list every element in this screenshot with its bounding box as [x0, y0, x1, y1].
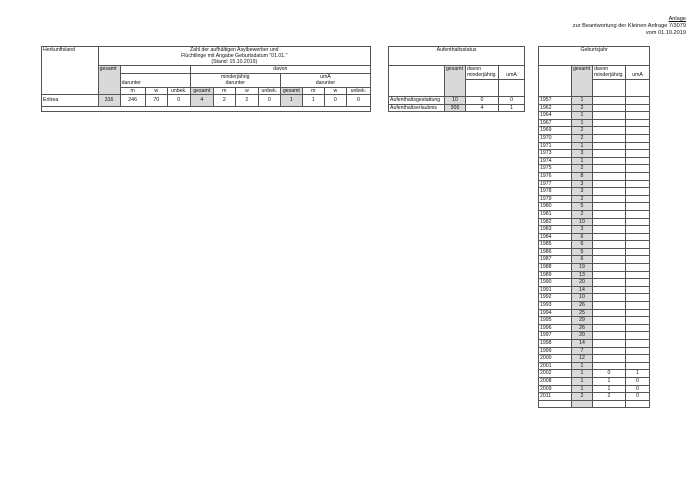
davon-cell: davon minderjährig [593, 66, 626, 80]
table-row: 1988 19 [539, 264, 650, 272]
table-row [539, 400, 650, 408]
birth-year-title: Geburtsjahr [539, 47, 650, 66]
table-row: 1983 3 [539, 226, 650, 234]
col-minor-w: w [235, 87, 258, 95]
residence-status-table [388, 46, 525, 112]
col-gesamt: gesamt [98, 66, 120, 95]
table-row: 1982 10 [539, 218, 650, 226]
davon-label: davon [190, 66, 370, 74]
table-row: 1967 1 [539, 119, 650, 127]
col-uma: umA [499, 66, 525, 80]
col-uma-gesamt: gesamt [280, 87, 302, 95]
davon-cell: davon minderjährig [466, 66, 499, 80]
col-minor-m: m [213, 87, 235, 95]
document-header [573, 16, 686, 37]
table-row: Aufenthaltsgestattung 10 0 0 [389, 97, 525, 105]
table-row: 1994 25 [539, 309, 650, 317]
table-row: 1986 5 [539, 248, 650, 256]
table-row: 1976 8 [539, 172, 650, 180]
darunter-label: darunter [120, 73, 190, 87]
asylum-count-table [41, 46, 371, 112]
table-row: 1985 6 [539, 241, 650, 249]
col-uma-w: w [324, 87, 346, 95]
col-uma-unbek: unbek. [346, 87, 370, 95]
table-row: 1970 2 [539, 134, 650, 142]
table-row: 2001 1 [539, 362, 650, 370]
table-row: 1998 14 [539, 340, 650, 348]
table-row: 2011 2 2 0 [539, 393, 650, 401]
header-reference: zur Beantwortung der Kleinen Anfrage 7/3079 [572, 23, 686, 29]
table-title: Zahl der aufhältigen Asylbewerber und Flüchtlinge mit Angabe Geburtsdatum "01.01." (Stand: 15.10.2019) [98, 47, 370, 66]
table-row: 1996 26 [539, 324, 650, 332]
country-cell: Eritrea [42, 95, 99, 107]
table-row: 1991 14 [539, 286, 650, 294]
col-w: w [145, 87, 167, 95]
minor-group: minderjährig darunter [190, 73, 280, 87]
table-row: 1971 1 [539, 142, 650, 150]
col-gesamt: gesamt [572, 66, 593, 97]
header-date: vom 01.10.2019 [645, 30, 686, 36]
table-row: 1995 29 [539, 317, 650, 325]
col-unbek: unbek. [167, 87, 190, 95]
header-annex: Anlage [668, 16, 686, 22]
table-row: Eritrea 316 246 70 0 4 2 2 0 1 1 0 0 [42, 95, 371, 107]
col-uma: umA [626, 66, 650, 80]
table-row: 1964 1 [539, 112, 650, 120]
table-row: 1975 2 [539, 165, 650, 173]
table-row: 1981 2 [539, 210, 650, 218]
table-row: 1980 5 [539, 203, 650, 211]
table-row: 1973 3 [539, 150, 650, 158]
table-row: 1969 2 [539, 127, 650, 135]
birth-year-table [538, 46, 650, 408]
table-row: 1987 6 [539, 256, 650, 264]
table-row: 1974 1 [539, 157, 650, 165]
table-row: 1984 6 [539, 233, 650, 241]
table-row: 1957 1 [539, 97, 650, 105]
table-row: 1993 26 [539, 302, 650, 310]
col-m: m [120, 87, 145, 95]
table-row: 2002 1 0 1 [539, 370, 650, 378]
table-row: 1978 3 [539, 188, 650, 196]
col-minor-gesamt: gesamt [190, 87, 213, 95]
residence-title: Aufenthaltsstatus [389, 47, 525, 66]
col-minor-unbek: unbek. [258, 87, 280, 95]
table-row: 1997 20 [539, 332, 650, 340]
col-uma-m: m [302, 87, 324, 95]
table-row: 1989 13 [539, 271, 650, 279]
table-row: 1992 10 [539, 294, 650, 302]
col-gesamt: gesamt [445, 66, 466, 97]
country-header: Herkunftsland [42, 47, 99, 95]
uma-group: umA darunter [280, 73, 370, 87]
table-row: 1962 2 [539, 104, 650, 112]
table-row: 2000 12 [539, 355, 650, 363]
table-row: 2008 1 1 0 [539, 377, 650, 385]
table-row: Aufenthaltserlaubnis 306 4 1 [389, 104, 525, 112]
table-row: 1990 20 [539, 279, 650, 287]
table-row: 2009 1 1 0 [539, 385, 650, 393]
table-row: 1977 3 [539, 180, 650, 188]
table-row: 1979 2 [539, 195, 650, 203]
table-row: 1999 7 [539, 347, 650, 355]
